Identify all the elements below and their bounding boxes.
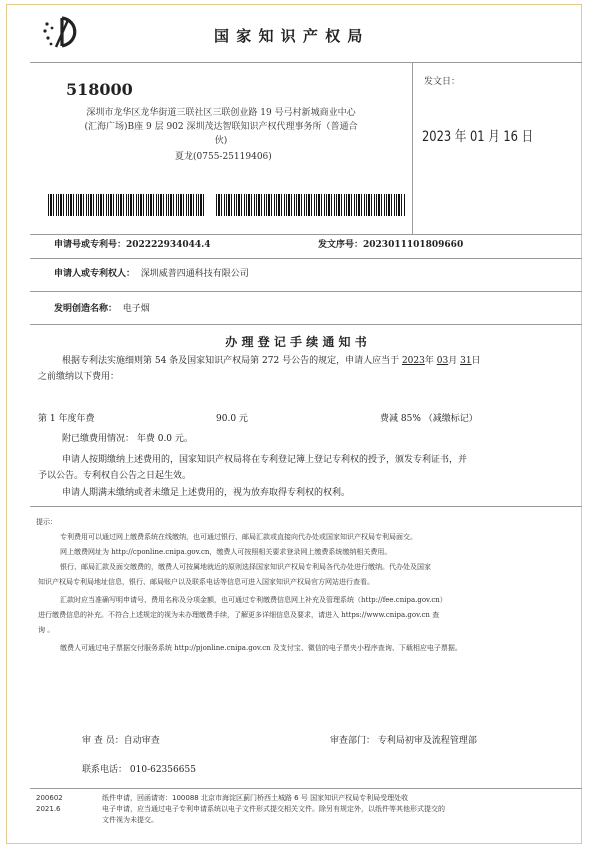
applicant-row: [54, 267, 249, 281]
phone-row: [82, 763, 196, 777]
rule: [412, 62, 413, 234]
serial-number: 2023011101809660: [363, 240, 464, 250]
mail-note: 纸件申请，回函请寄：100088 北京市海淀区蓟门桥西土城路 6 号 国家知识产权局专利局受理处收: [102, 794, 409, 802]
examiner-label: 审 查 员：: [82, 736, 124, 746]
notice-para: 予以公告。专利权自公告之日起生效。: [38, 471, 192, 481]
serial-number-label: 发文序号：: [318, 240, 364, 250]
office-name: 国 家 知 识 产 权 局: [214, 27, 364, 45]
application-number-label: 申请号或专利号：: [54, 240, 127, 250]
department: 专利局初审及流程管理部: [377, 736, 477, 746]
intro-text: 根据专利法实施细则第 54 条及国家知识产权局第 272 号公告的规定，申请人应当于: [62, 356, 400, 366]
deadline-day: 31: [460, 356, 472, 366]
rule: [30, 788, 582, 789]
form-code: 200602: [36, 794, 63, 802]
serial-number-row: [318, 238, 463, 252]
send-date-label: 发文日：: [424, 77, 461, 87]
attached-fee: 附已缴费用情况： 年费 0.0 元。: [62, 434, 193, 444]
invention-title: 电子烟: [122, 304, 150, 314]
year-char: 年: [424, 356, 434, 366]
examiner-row: [82, 734, 160, 748]
tips-label: 提示：: [36, 518, 57, 526]
barcode: [216, 194, 406, 216]
department-label: 审查部门：: [330, 736, 376, 746]
notice-para: 申请人按期缴纳上述费用的，国家知识产权局将在专利登记簿上登记专利权的授予，颁发专利证书，并: [62, 455, 468, 465]
mailing-address: [36, 106, 406, 148]
tip: 专利费用可以通过网上缴费系统在线缴纳，也可通过银行、邮局汇款或直接向代办处或国家知识产权局专利局面交。: [60, 533, 417, 541]
e-filing-note: 电子申请，应当通过电子专利申请系统以电子文件形式提交相关文件。除另有规定外，以纸件等其他形式提交的: [102, 805, 445, 813]
phone: 010-62356655: [129, 765, 196, 775]
fee-name: 第 1 年度年费: [38, 414, 95, 424]
rule: [30, 324, 582, 325]
e-filing-note: 文件视为未提交。: [102, 816, 158, 824]
phone-label: 联系电话：: [82, 765, 128, 775]
rule: [30, 291, 582, 292]
fee-amount: 90.0 元: [216, 414, 248, 424]
invention-title-label: 发明创造名称：: [54, 304, 118, 314]
rule: [30, 234, 582, 235]
applicant-label: 申请人或专利权人：: [54, 269, 136, 279]
application-number-row: [54, 238, 211, 252]
tip: 进行缴费信息的补充。不符合上述规定的视为未办理缴费手续，了解更多详细信息及要求，请进入 https://www.cnipa.gov.cn 查: [38, 611, 440, 619]
tip: 汇款时应当准确写明申请号、费用名称及分项金额，也可通过专利缴费信息网上补充及管理系统（http://fee.cnipa.gov.cn）: [60, 596, 447, 604]
rule: [30, 62, 582, 63]
rule: [30, 506, 582, 507]
tip: 询 。: [38, 626, 55, 634]
deadline-year: 2023: [401, 356, 425, 366]
send-date: 2023 年 01 月 16 日: [422, 129, 534, 145]
form-codes: [36, 793, 63, 815]
month-char: 月: [448, 356, 458, 366]
address-line: 伙): [214, 136, 228, 146]
agent-contact: 夏龙(0755-25119406): [175, 152, 272, 162]
tip: 银行、邮局汇款及面交缴费的，缴费人可按属地就近的原则选择国家知识产权局专利局各代办处进行缴纳。代办处及国家: [60, 563, 431, 571]
invention-title-row: [54, 302, 150, 316]
application-number: 202222934044.4: [126, 240, 211, 250]
applicant: 深圳威普四通科技有限公司: [140, 269, 249, 279]
notice-intro-cont: 之前缴纳以下费用：: [38, 372, 120, 382]
barcode: [48, 194, 206, 216]
department-row: [330, 734, 477, 748]
rule: [30, 258, 582, 259]
footer-notes: [102, 793, 445, 826]
notice-para: 申请人期满未缴纳或者未缴足上述费用的，视为放弃取得专利权的权利。: [62, 488, 351, 498]
postcode: 518000: [66, 80, 133, 99]
day-char: 日: [471, 356, 481, 366]
tip: 知识产权局专利局地址信息，银行、邮局账户以及联系电话等信息可进入国家知识产权局官方网站进行查看。: [38, 578, 374, 586]
fee-reduction: 费减 85% （减缴标记）: [380, 414, 478, 424]
address-line: 深圳市龙华区龙华街道三联社区三联创业路 19 号弓村新城商业中心: [86, 108, 356, 118]
notice-title: 办 理 登 记 手 续 通 知 书: [225, 335, 367, 349]
cnipa-logo: [42, 14, 82, 50]
address-line: (汇海广场)B座 9 层 902 深圳茂达智联知识产权代理事务所（普通合: [84, 122, 358, 132]
tip: 网上缴费网址为 http://cponline.cnipa.gov.cn，缴费人可按照相关要求登录网上缴费系统缴纳相关费用。: [60, 548, 392, 556]
notice-intro: [62, 354, 481, 368]
deadline-month: 03: [436, 356, 449, 366]
examiner: 自动审查: [123, 736, 160, 746]
tip: 缴费人可通过电子票据交付服务系统 http://pjonline.cnipa.gov.cn 及支付宝、微信的电子票夹小程序查询、下载相应电子票据。: [60, 644, 462, 652]
form-code: 2021.6: [36, 805, 61, 813]
